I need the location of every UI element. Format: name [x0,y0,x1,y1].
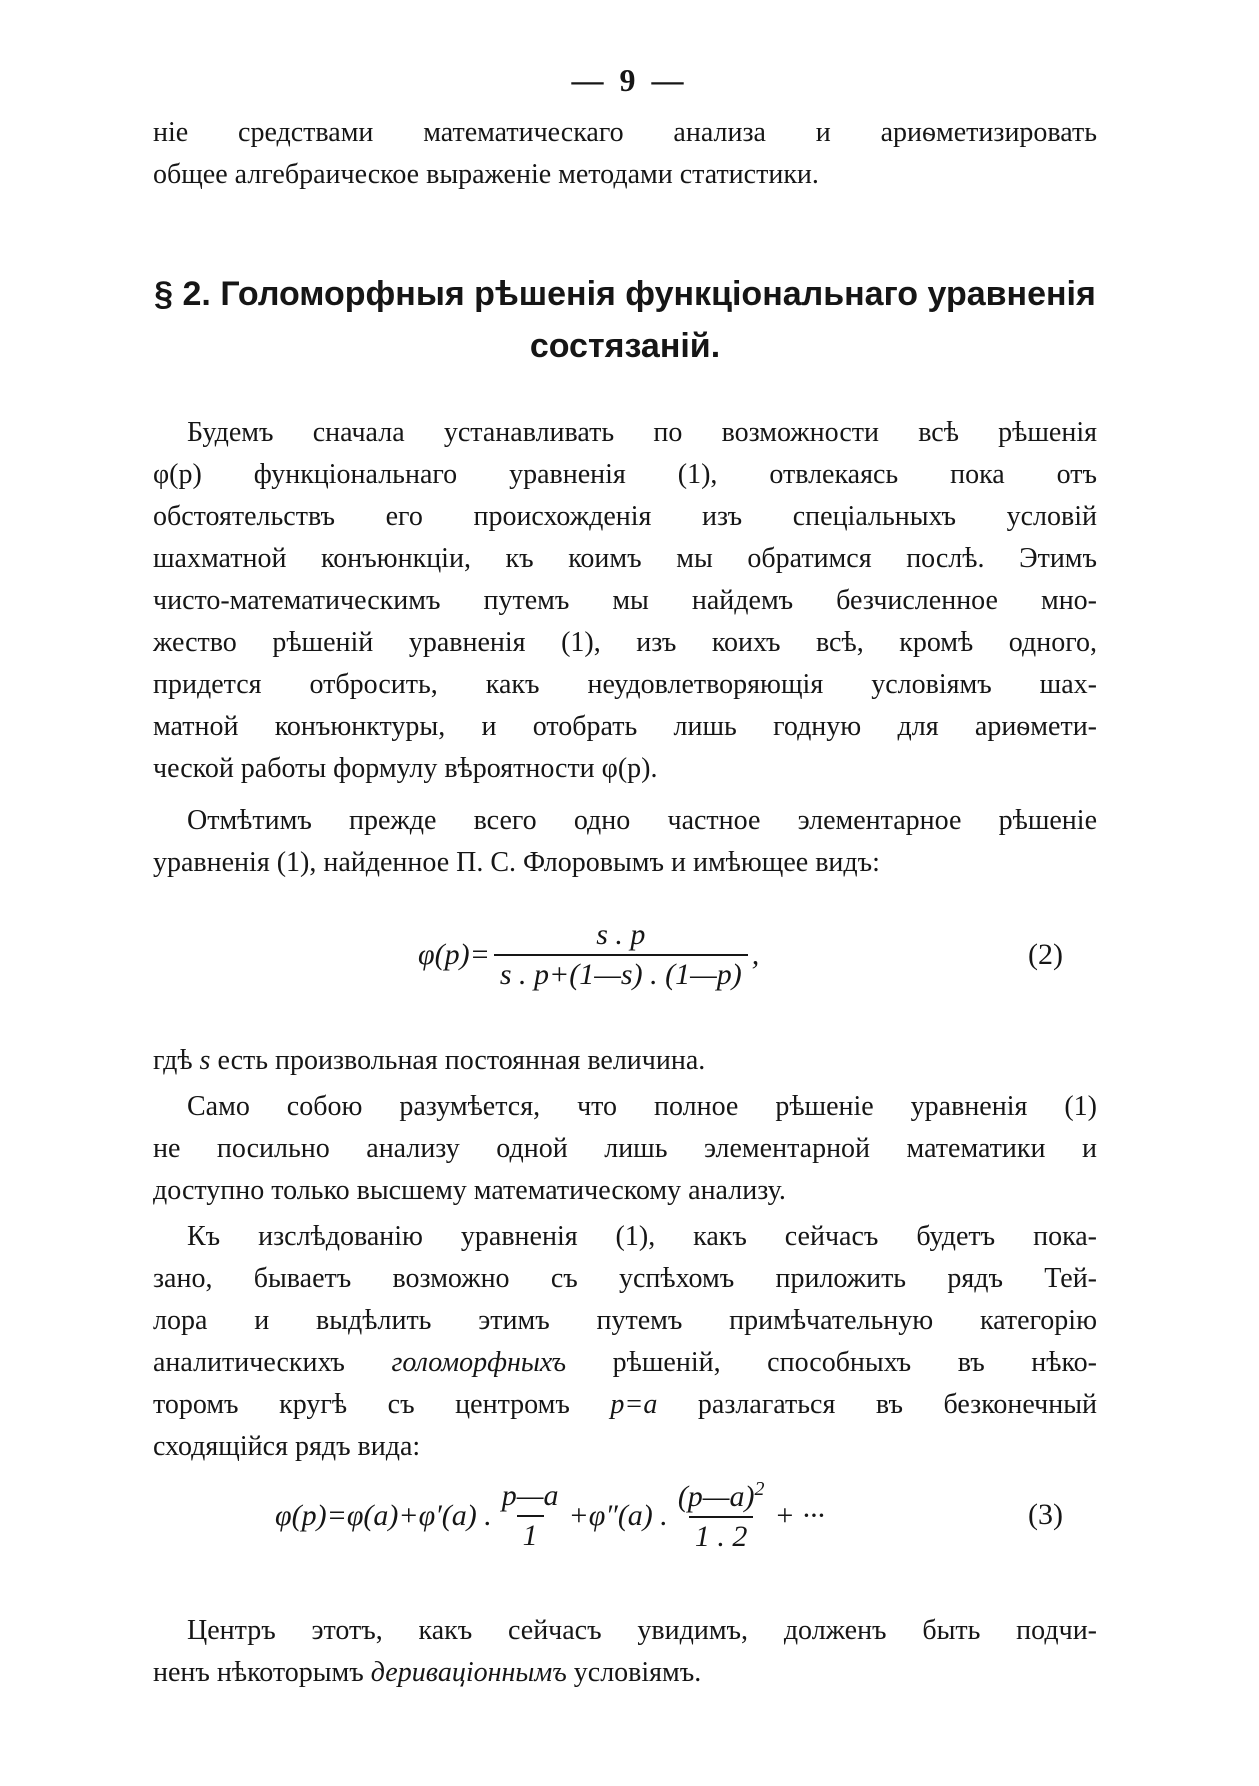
intro-paragraph [153,112,1097,196]
text-line [153,1342,1097,1384]
fraction-numerator [672,1478,771,1516]
text-line: Къ изслѣдованію уравненія (1), какъ сейчасъ будетъ пока- [187,1221,1097,1252]
text-line: уравненія (1), найденное П. С. Флоровымъ и имѣющее видъ: [153,847,880,878]
paragraph-1 [153,412,1097,790]
text-line [153,1652,1097,1694]
fraction [496,1479,565,1553]
formula-2 [418,918,759,992]
page-number: — 9 — [571,62,688,98]
text-line: Отмѣтимъ прежде всего одно частное элементарное рѣшеніе [187,805,1097,836]
paragraph-2 [153,800,1097,884]
fraction [494,918,748,992]
text-line: матной конъюнктуры, и отобрать лишь годную для ариѳмети- [153,711,1097,742]
emphasis: голоморфныхъ [391,1347,567,1378]
variable: p=a [610,1389,658,1420]
text-line: ческой работы формулу вѣроятности φ(p). [153,753,658,784]
fraction-denominator: 1 [517,1515,544,1553]
text-span: аналитическихъ [153,1347,392,1378]
text-line: чисто-математическимъ путемъ мы найдемъ безчисленное мно- [153,585,1097,616]
fraction-denominator: 1 . 2 [689,1516,754,1554]
text-line: Будемъ сначала устанавливать по возможности всѣ рѣшенія [187,417,1097,448]
heading-line: § 2. Голоморфныя рѣшенія функціональнаго уравненія [154,275,1096,313]
formula-lhs: φ(p)= [418,938,490,971]
text-line: сходящійся рядъ вида: [153,1431,421,1462]
equation-number: (2) [1028,938,1063,971]
text-line: обстоятельствъ его происхожденія изъ спеціальныхъ условій [153,501,1097,532]
text-span: ненъ нѣкоторымъ [153,1657,371,1688]
emphasis: деривaціоннымъ [370,1657,567,1688]
equation-number: (3) [1028,1498,1063,1531]
formula-part: + ··· [774,1499,825,1532]
text-line: не посильно анализу одной лишь элементарной математики и [153,1133,1097,1164]
text-span: есть произвольная постоянная величина. [210,1045,706,1076]
formula-part: +φ″(a) . [568,1499,668,1532]
paragraph-6 [153,1610,1097,1694]
text-line: Центръ этотъ, какъ сейчасъ увидимъ, долженъ быть подчи- [187,1615,1097,1646]
text-line: доступно только высшему математическому анализу. [153,1175,786,1206]
paragraph-4 [153,1086,1097,1212]
text-line: придется отбросить, какъ неудовлетворяющія условіямъ шах- [153,669,1097,700]
text-line: шахматной конъюнкціи, къ коимъ мы обратимся послѣ. Этимъ [153,543,1097,574]
fraction-numerator: s . p [596,918,646,951]
text-span: рѣшеній, способныхъ въ нѣко- [566,1347,1097,1378]
text-line: зано, бываетъ возможно съ успѣхомъ приложить рядъ Тей- [153,1263,1097,1294]
text-line [153,1040,1097,1082]
section-heading [153,268,1097,372]
numerator-base: (p—a) [677,1480,755,1513]
text-span: гдѣ [153,1045,200,1076]
text-line: жество рѣшеній уравненія (1), изъ коихъ всѣ, кромѣ одного, [153,627,1097,658]
text-span: торомъ кругѣ съ центромъ [153,1389,611,1420]
formula-part: φ(p)=φ(a)+φ′(a) . [275,1499,492,1532]
text-line: ніе средствами математическаго анализа и ариѳметизировать [153,117,1097,148]
fraction-numerator: p—a [501,1479,559,1512]
formula-3 [275,1478,825,1554]
text-line [153,1384,1097,1426]
text-line: лора и выдѣлить этимъ путемъ примѣчательную категорію [153,1305,1097,1336]
text-span: разлагаться въ безконечный [657,1389,1098,1420]
fraction [672,1478,771,1554]
fraction-denominator: s . p+(1—s) . (1—p) [494,954,748,992]
paragraph-3 [153,1040,1097,1082]
text-line: φ(p) функціональнаго уравненія (1), отвлекаясь пока отъ [153,459,1097,490]
text-line: общее алгебраическое выраженіе методами статистики. [153,159,819,190]
heading-line: состязаній. [529,327,721,365]
text-span: условіямъ. [566,1657,702,1688]
paragraph-5 [153,1216,1097,1468]
exponent: 2 [754,1478,765,1500]
text-line: Само собою разумѣется, что полное рѣшеніе уравненія (1) [187,1091,1097,1122]
variable: s [199,1045,211,1076]
formula-comma: , [751,938,760,971]
